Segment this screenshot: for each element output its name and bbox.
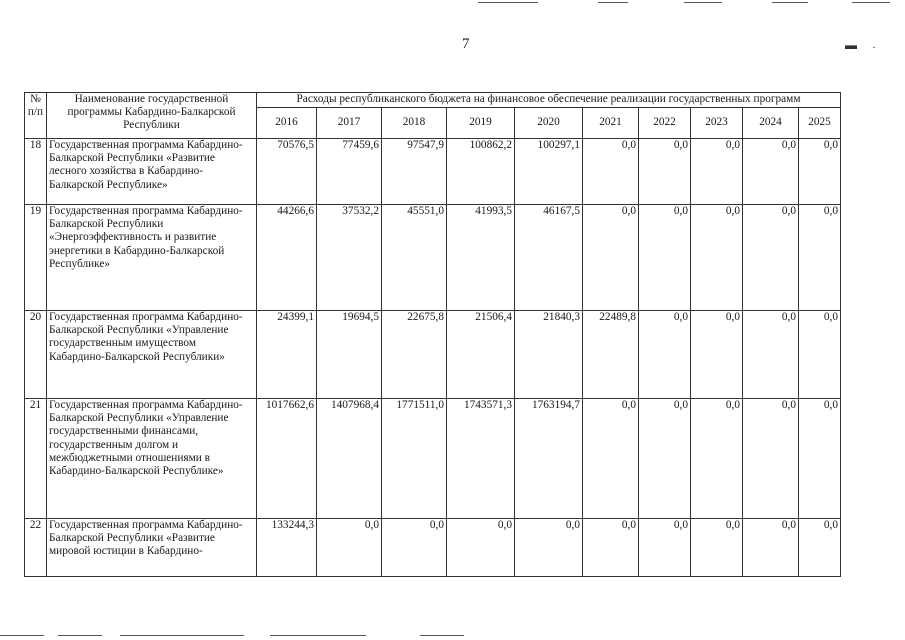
row-number: 18 [25, 139, 47, 205]
value-cell: 0,0 [743, 399, 799, 519]
value-cell: 0,0 [799, 399, 841, 519]
year-header: 2023 [691, 108, 743, 139]
bottom-rule [120, 635, 244, 636]
value-cell: 0,0 [583, 519, 639, 577]
program-name-column-header: Наименование государственной программы Кабардино-Балкарской Республики [47, 93, 257, 139]
year-header: 2021 [583, 108, 639, 139]
value-cell: 19694,5 [317, 311, 382, 399]
year-header: 2019 [447, 108, 515, 139]
page-number: 7 [462, 36, 470, 52]
value-cell: 0,0 [382, 519, 447, 577]
top-rule [852, 2, 890, 3]
expenses-group-header: Расходы республиканского бюджета на финансовое обеспечение реализации государственных программ [257, 93, 841, 108]
value-cell: 0,0 [583, 399, 639, 519]
year-header: 2024 [743, 108, 799, 139]
value-cell: 0,0 [691, 519, 743, 577]
scan-mark: ▬ [845, 38, 857, 52]
value-cell: 0,0 [743, 139, 799, 205]
bottom-rule [420, 635, 464, 636]
value-cell: 0,0 [799, 519, 841, 577]
bottom-rule [270, 635, 366, 636]
value-cell: 0,0 [639, 519, 691, 577]
program-name: Государственная программа Кабардино-Балкарской Республики «Управление государственным имуществом Кабардино-Балкарской Республики» [47, 311, 257, 399]
value-cell: 0,0 [799, 139, 841, 205]
year-header: 2017 [317, 108, 382, 139]
value-cell: 46167,5 [515, 205, 583, 311]
value-cell: 0,0 [583, 139, 639, 205]
table-row [25, 311, 841, 399]
row-number: 22 [25, 519, 47, 577]
top-rule [684, 2, 722, 3]
bottom-rule [0, 635, 44, 636]
value-cell: 1407968,4 [317, 399, 382, 519]
year-header: 2025 [799, 108, 841, 139]
value-cell: 21506,4 [447, 311, 515, 399]
program-name: Государственная программа Кабардино-Балкарской Республики «Управление государственными финансами, государственным долгом и межбюджетными отношениями в Кабардино-Балкарской Республике» [47, 399, 257, 519]
number-header-line1: № [30, 93, 41, 105]
value-cell: 21840,3 [515, 311, 583, 399]
bottom-rule [58, 635, 102, 636]
value-cell: 0,0 [799, 205, 841, 311]
scan-mark: · [872, 40, 876, 54]
value-cell: 1763194,7 [515, 399, 583, 519]
value-cell: 1743571,3 [447, 399, 515, 519]
value-cell: 1017662,6 [257, 399, 317, 519]
value-cell: 0,0 [691, 205, 743, 311]
value-cell: 0,0 [639, 399, 691, 519]
value-cell: 0,0 [691, 399, 743, 519]
value-cell: 100297,1 [515, 139, 583, 205]
value-cell: 77459,6 [317, 139, 382, 205]
value-cell: 41993,5 [447, 205, 515, 311]
value-cell: 0,0 [639, 311, 691, 399]
year-header: 2022 [639, 108, 691, 139]
value-cell: 22489,8 [583, 311, 639, 399]
value-cell: 70576,5 [257, 139, 317, 205]
budget-table [24, 92, 841, 577]
value-cell: 37532,2 [317, 205, 382, 311]
value-cell: 24399,1 [257, 311, 317, 399]
value-cell: 0,0 [799, 311, 841, 399]
value-cell: 1771511,0 [382, 399, 447, 519]
value-cell: 44266,6 [257, 205, 317, 311]
top-rule [478, 2, 538, 3]
table-row [25, 205, 841, 311]
row-number: 19 [25, 205, 47, 311]
year-header: 2020 [515, 108, 583, 139]
value-cell: 0,0 [317, 519, 382, 577]
value-cell: 0,0 [515, 519, 583, 577]
value-cell: 0,0 [743, 311, 799, 399]
table-row [25, 139, 841, 205]
value-cell: 22675,8 [382, 311, 447, 399]
number-column-header [25, 93, 47, 139]
value-cell: 0,0 [639, 139, 691, 205]
value-cell: 100862,2 [447, 139, 515, 205]
value-cell: 0,0 [639, 205, 691, 311]
value-cell: 0,0 [583, 205, 639, 311]
row-number: 21 [25, 399, 47, 519]
program-name: Государственная программа Кабардино-Балкарской Республики «Развитие лесного хозяйства в Кабардино-Балкарской Республике» [47, 139, 257, 205]
program-name: Государственная программа Кабардино-Балкарской Республики «Энергоэффективность и развитие энергетики в Кабардино-Балкарской Республике» [47, 205, 257, 311]
value-cell: 97547,9 [382, 139, 447, 205]
value-cell: 133244,3 [257, 519, 317, 577]
value-cell: 0,0 [743, 205, 799, 311]
value-cell: 0,0 [691, 311, 743, 399]
value-cell: 0,0 [447, 519, 515, 577]
year-header: 2018 [382, 108, 447, 139]
value-cell: 45551,0 [382, 205, 447, 311]
number-header-line2: п/п [27, 106, 44, 118]
top-rule [598, 2, 628, 3]
value-cell: 0,0 [691, 139, 743, 205]
year-header: 2016 [257, 108, 317, 139]
row-number: 20 [25, 311, 47, 399]
value-cell: 0,0 [743, 519, 799, 577]
top-rule [772, 2, 808, 3]
table-row [25, 519, 841, 577]
program-name: Государственная программа Кабардино-Балкарской Республики «Развитие мировой юстиции в Кабардино- [47, 519, 257, 577]
table-row [25, 399, 841, 519]
